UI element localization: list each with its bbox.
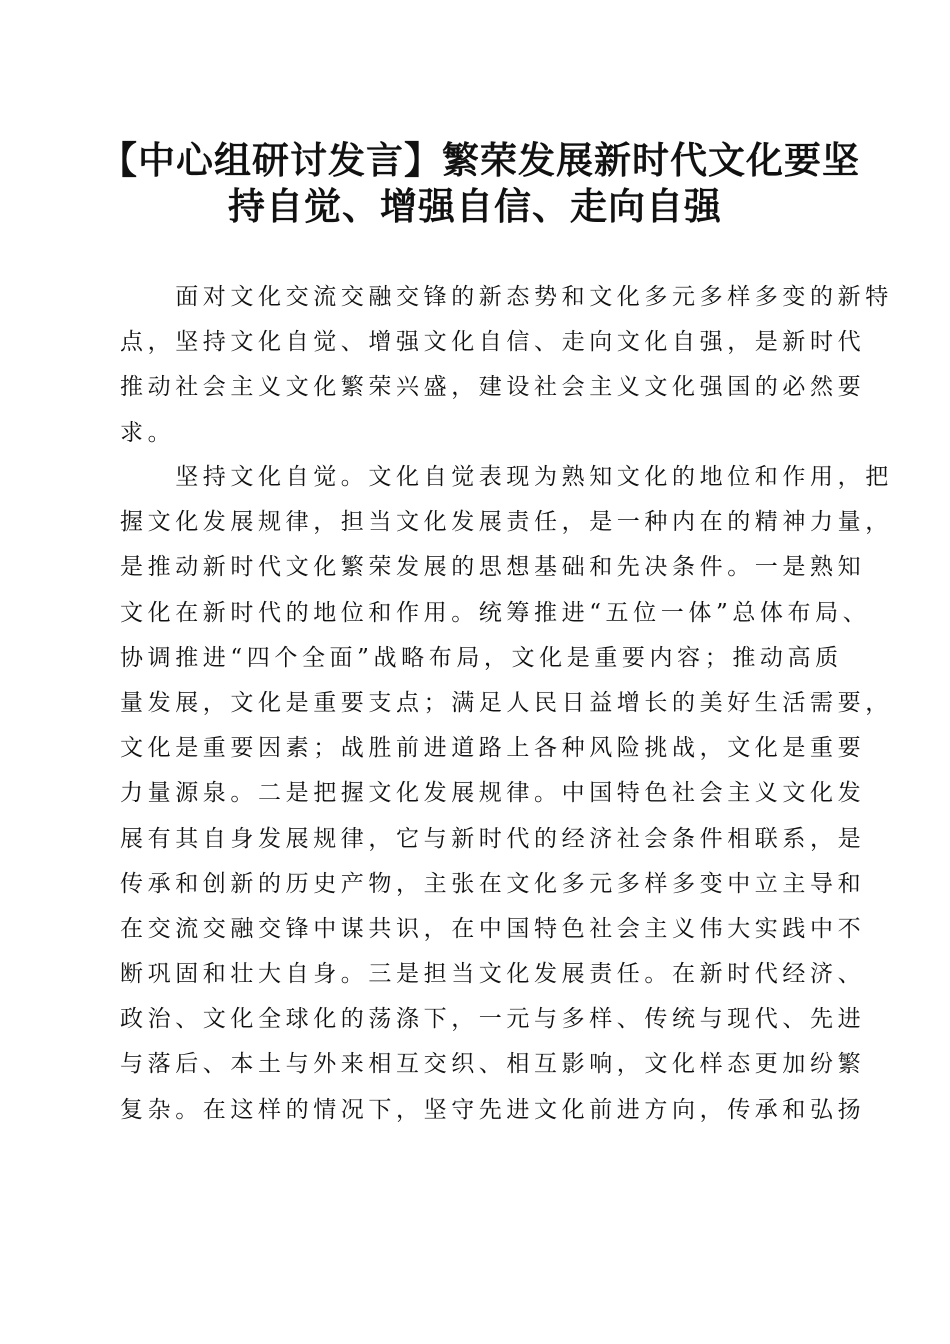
paragraph-line: 复杂。在这样的情况下，坚守先进文化前进方向，传承和弘扬	[120, 1096, 866, 1123]
paragraph-line: 协调推进“四个全面”战略布局，文化是重要内容；推动高质	[120, 644, 843, 671]
paragraph-line: 求。	[120, 419, 176, 446]
paragraph-line: 展有其自身发展规律，它与新时代的经济社会条件相联系，是	[120, 825, 866, 852]
paragraph-2	[120, 455, 893, 1133]
paragraph-line: 文化在新时代的地位和作用。统筹推进“五位一体”总体布局、	[120, 599, 871, 626]
paragraph-line: 面对文化交流交融交锋的新态势和文化多元多样多变的新特	[120, 284, 893, 310]
paragraph-line: 坚持文化自觉。文化自觉表现为熟知文化的地位和作用，把	[120, 464, 893, 490]
paragraph-line: 在交流交融交锋中谋共识，在中国特色社会主义伟大实践中不	[120, 915, 866, 942]
paragraph-line: 与落后、本土与外来相互交织、相互影响，文化样态更加纷繁	[120, 1051, 866, 1078]
paragraph-line: 握文化发展规律，担当文化发展责任，是一种内在的精神力量，	[120, 509, 893, 536]
paragraph-1	[120, 275, 893, 456]
paragraph-line: 政治、文化全球化的荡涤下，一元与多样、传统与现代、先进	[120, 1006, 866, 1033]
paragraph-line: 传承和创新的历史产物，主张在文化多元多样多变中立主导和	[120, 870, 866, 897]
paragraph-line: 点，坚持文化自觉、增强文化自信、走向文化自强，是新时代	[120, 329, 866, 356]
paragraph-line: 推动社会主义文化繁荣兴盛，建设社会主义文化强国的必然要	[120, 374, 866, 401]
document-title-line-2: 持自觉、增强自信、走向自强	[228, 184, 722, 228]
paragraph-line: 是推动新时代文化繁荣发展的思想基础和先决条件。一是熟知	[120, 554, 866, 581]
paragraph-line: 力量源泉。二是把握文化发展规律。中国特色社会主义文化发	[120, 780, 866, 807]
paragraph-line: 断巩固和壮大自身。三是担当文化发展责任。在新时代经济、	[120, 961, 866, 988]
paragraph-line: 量发展，文化是重要支点；满足人民日益增长的美好生活需要，	[120, 689, 893, 716]
paragraph-line: 文化是重要因素；战胜前进道路上各种风险挑战，文化是重要	[120, 735, 866, 762]
document-title-line-1: 【中心组研讨发言】繁荣发展新时代文化要坚	[100, 138, 860, 182]
